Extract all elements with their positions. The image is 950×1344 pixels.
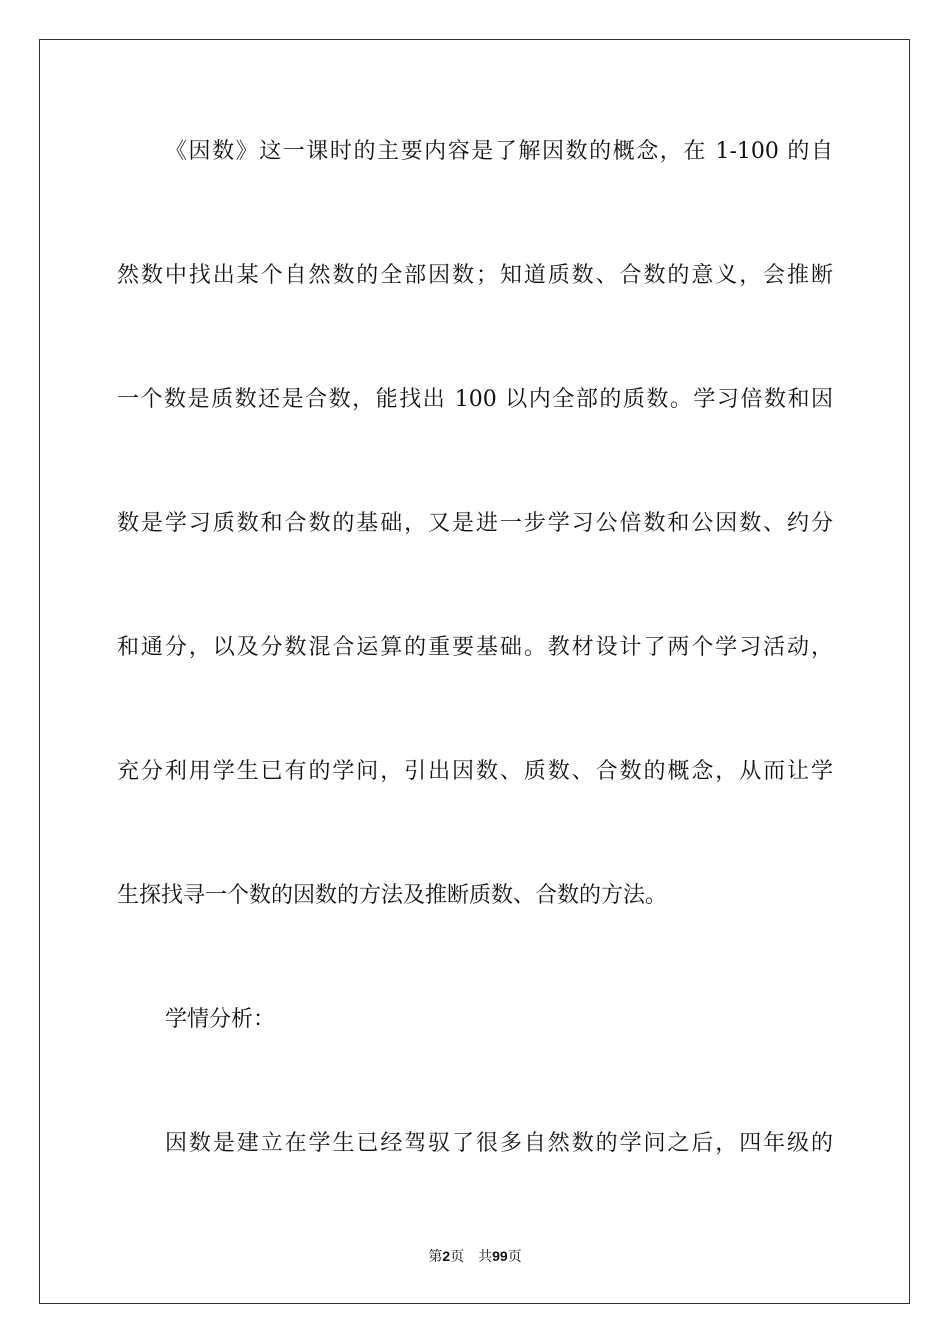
paragraph-1-line-5: 和通分，以及分数混合运算的重要基础。教材设计了两个学习活动， [117,635,833,660]
paragraph-1-line-3: 一个数是质数还是合数，能找出 100 以内全部的质数。学习倍数和因 [117,387,833,412]
section-heading: 学情分析： [165,1007,276,1032]
paragraph-1-line-4: 数是学习质数和合数的基础，又是进一步学习公倍数和公因数、约分 [117,511,833,536]
paragraph-1-line-6: 充分利用学生已有的学问，引出因数、质数、合数的概念，从而让学 [117,759,833,784]
total-suffix: 页 [507,1249,522,1265]
page-footer [0,1247,950,1266]
paragraph-1-line-1: 《因数》这一课时的主要内容是了解因数的概念，在 1-100 的自 [165,139,833,164]
page-suffix: 页 [450,1249,465,1265]
paragraph-1-line-2: 然数中找出某个自然数的全部因数；知道质数、合数的意义，会推断 [117,263,833,288]
total-pages: 99 [492,1248,508,1264]
page-number: 2 [442,1248,451,1264]
paragraph-3-line-1: 因数是建立在学生已经驾驭了很多自然数的学问之后，四年级的 [165,1131,833,1156]
page-border [39,39,910,1304]
page-prefix: 第 [428,1249,443,1265]
total-prefix: 共 [478,1249,493,1265]
paragraph-1-line-7: 生探找寻一个数的因数的方法及推断质数、合数的方法。 [117,883,668,908]
